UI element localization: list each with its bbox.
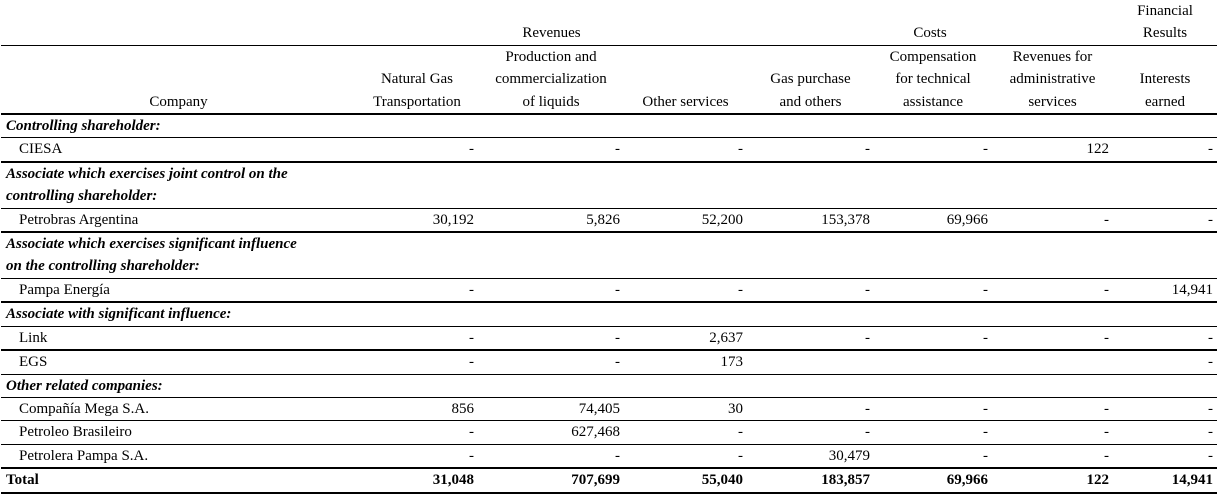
header-costs: Costs — [747, 22, 1113, 45]
cell-value: - — [874, 421, 992, 444]
company-name: Link — [1, 326, 356, 350]
cell-value: 30 — [624, 397, 747, 420]
cell-value: - — [478, 326, 624, 350]
table-row — [1, 208, 1217, 232]
total-value: 55,040 — [624, 468, 747, 492]
cell-value: - — [992, 326, 1113, 350]
cell-value: - — [747, 421, 874, 444]
cell-value: 173 — [624, 350, 747, 374]
section-label: Associate which exercises significant influence — [6, 236, 297, 253]
total-value: 14,941 — [1113, 468, 1217, 492]
cell-value: - — [874, 278, 992, 302]
cell-value: - — [624, 138, 747, 162]
header-col2-l2: commercialization — [495, 71, 607, 88]
cell-value: - — [356, 421, 478, 444]
header-col2-l1: Production and — [505, 48, 597, 65]
related-party-table — [1, 0, 1217, 494]
company-name: Petroleo Brasileiro — [1, 421, 356, 444]
cell-value: - — [992, 421, 1113, 444]
section-other-related — [1, 374, 1217, 397]
cell-value: - — [1113, 138, 1217, 162]
total-row — [1, 468, 1217, 492]
cell-value: - — [747, 278, 874, 302]
cell-value: - — [874, 326, 992, 350]
cell-value: - — [874, 444, 992, 468]
cell-value: - — [1113, 350, 1217, 374]
header-col5-l2: for technical — [895, 71, 971, 88]
table-row — [1, 278, 1217, 302]
cell-value: - — [992, 208, 1113, 232]
company-name: Pampa Energía — [1, 278, 356, 302]
cell-value: 5,826 — [478, 208, 624, 232]
section-label: on the controlling shareholder: — [1, 255, 1217, 278]
section-joint-control — [1, 162, 1217, 185]
section-label: Associate with significant influence: — [1, 302, 1217, 326]
table-row — [1, 421, 1217, 444]
cell-value — [747, 350, 874, 374]
cell-value: 30,479 — [747, 444, 874, 468]
cell-value: 69,966 — [874, 208, 992, 232]
company-name: CIESA — [1, 138, 356, 162]
header-col4-l2: and others — [747, 91, 874, 114]
company-name: Compañía Mega S.A. — [1, 397, 356, 420]
total-value: 69,966 — [874, 468, 992, 492]
header-col3-l1: Other services — [624, 91, 747, 114]
total-value: 707,699 — [478, 468, 624, 492]
cell-value: - — [874, 138, 992, 162]
cell-value: - — [624, 278, 747, 302]
table-row — [1, 350, 1217, 374]
header-row-5 — [1, 91, 1217, 114]
header-col6-l1: Revenues for — [1012, 48, 1093, 65]
cell-value: - — [356, 326, 478, 350]
header-col7-l2: earned — [1113, 91, 1217, 114]
cell-value: - — [356, 350, 478, 374]
cell-value: - — [992, 278, 1113, 302]
cell-value: 52,200 — [624, 208, 747, 232]
header-row-groups — [1, 22, 1217, 45]
cell-value: - — [356, 444, 478, 468]
header-financial-line1: Financial — [1137, 3, 1193, 19]
header-col6-l3: services — [992, 91, 1113, 114]
header-col4-l1: Gas purchase — [770, 71, 851, 88]
table-row — [1, 326, 1217, 350]
section-label: Other related companies: — [1, 374, 1217, 397]
total-value: 122 — [992, 468, 1113, 492]
table-row — [1, 397, 1217, 420]
header-col1-l1: Natural Gas — [380, 71, 454, 88]
cell-value: 627,468 — [478, 421, 624, 444]
table-row — [1, 444, 1217, 468]
section-significant-influence-controlling-cont — [1, 255, 1217, 278]
section-label: Associate which exercises joint control on the — [6, 165, 288, 182]
header-col5-l3: assistance — [874, 91, 992, 114]
header-col6-l2: administrative — [1009, 71, 1096, 88]
cell-value: 856 — [356, 397, 478, 420]
company-name: EGS — [1, 350, 356, 374]
cell-value: - — [356, 138, 478, 162]
cell-value: 74,405 — [478, 397, 624, 420]
total-value: 31,048 — [356, 468, 478, 492]
cell-value: 30,192 — [356, 208, 478, 232]
cell-value: - — [1113, 326, 1217, 350]
section-joint-control-cont — [1, 185, 1217, 208]
cell-value: - — [624, 444, 747, 468]
header-row-financial — [1, 0, 1217, 22]
company-name: Petrolera Pampa S.A. — [1, 444, 356, 468]
table-row — [1, 138, 1217, 162]
section-associate-significant-influence — [1, 302, 1217, 326]
cell-value: - — [747, 397, 874, 420]
cell-value: - — [478, 138, 624, 162]
header-col5-l1: Compensation — [889, 48, 977, 65]
cell-value: 153,378 — [747, 208, 874, 232]
cell-value: - — [478, 350, 624, 374]
cell-value: - — [478, 278, 624, 302]
cell-value: - — [992, 397, 1113, 420]
cell-value — [992, 350, 1113, 374]
cell-value: - — [992, 444, 1113, 468]
section-label: Controlling shareholder: — [1, 114, 1217, 138]
cell-value: 122 — [992, 138, 1113, 162]
section-label: controlling shareholder: — [1, 185, 1217, 208]
header-col7-l1: Interests — [1139, 71, 1191, 88]
cell-value: 14,941 — [1113, 278, 1217, 302]
header-row-4 — [1, 68, 1217, 90]
cell-value: - — [1113, 208, 1217, 232]
total-label: Total — [1, 468, 356, 492]
section-significant-influence-controlling — [1, 232, 1217, 255]
cell-value: - — [874, 397, 992, 420]
cell-value: - — [356, 278, 478, 302]
cell-value: 2,637 — [624, 326, 747, 350]
cell-value: - — [478, 444, 624, 468]
header-col2-l3: of liquids — [478, 91, 624, 114]
company-name: Petrobras Argentina — [1, 208, 356, 232]
cell-value — [874, 350, 992, 374]
cell-value: - — [1113, 397, 1217, 420]
header-revenues: Revenues — [356, 22, 747, 45]
cell-value: - — [1113, 444, 1217, 468]
cell-value: - — [747, 138, 874, 162]
section-controlling-shareholder — [1, 114, 1217, 138]
header-col1-l2: Transportation — [356, 91, 478, 114]
cell-value: - — [1113, 421, 1217, 444]
header-company: Company — [1, 91, 356, 114]
header-financial-line2: Results — [1113, 22, 1217, 45]
cell-value: - — [624, 421, 747, 444]
cell-value: - — [747, 326, 874, 350]
total-value: 183,857 — [747, 468, 874, 492]
header-row-3 — [1, 45, 1217, 68]
